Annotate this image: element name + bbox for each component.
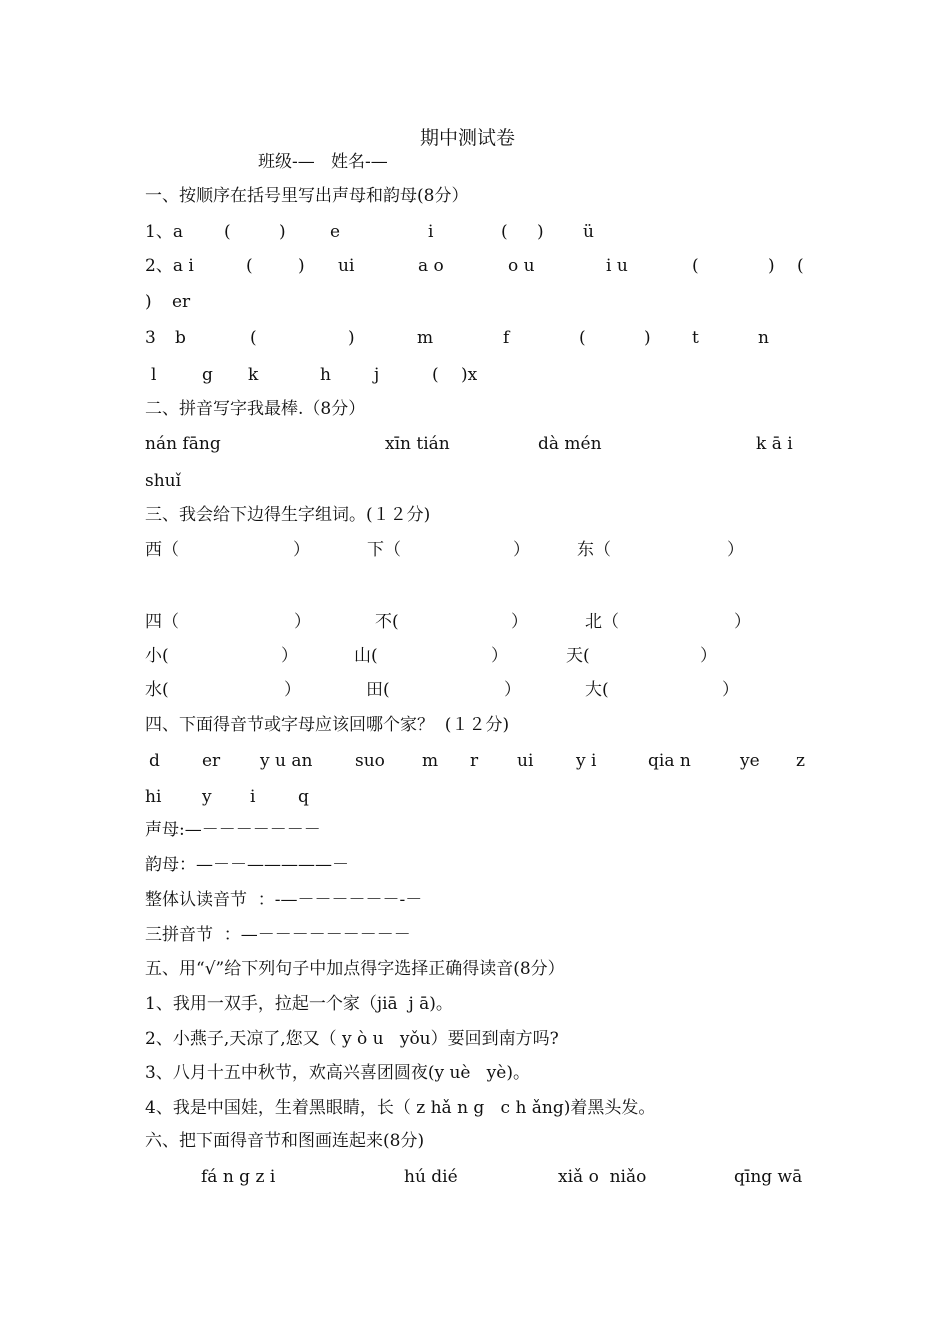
s4-r1-c: y u an [260, 751, 313, 771]
s3-r1-e: 东（ [577, 540, 611, 560]
section4-heading: 四、下面得音节或字母应该回哪个家？ (１２分) [145, 715, 510, 735]
s1-r2-d: ui [338, 256, 355, 276]
s3-r3-b: ） [281, 646, 298, 666]
s1-r3-e: m [417, 328, 434, 348]
s2-word-4: k ā i [756, 434, 793, 454]
s4-r1-f: r [470, 751, 479, 771]
s1-r2-e: a o [418, 256, 444, 276]
s1-r3-i: t [692, 328, 699, 348]
s1-r4-g: )x [461, 365, 478, 385]
s3-r3-e: 天( [566, 646, 590, 666]
s4-r1-i: qia n [648, 751, 691, 771]
s1-r1-c: ) [279, 222, 286, 242]
s2-word-2: xīn tián [385, 434, 450, 454]
section5-heading: 五、用“√”给下列句子中加点得字选择正确得读音(8分） [145, 959, 565, 979]
s1-r3-b: b [175, 328, 186, 348]
s3-r4-e: 大( [585, 680, 609, 700]
s1-r2-b: ( [246, 256, 253, 276]
page-title: 期中测试卷 [420, 127, 516, 149]
section6-heading: 六、把下面得音节和图画连起来(8分) [145, 1131, 425, 1151]
s1-r3-d: ) [348, 328, 355, 348]
s3-r1-f: ） [727, 540, 744, 560]
s1-r2b-a: ) [145, 292, 152, 312]
s4-r1-h: y i [576, 751, 597, 771]
s3-r4-d: ） [504, 680, 521, 700]
s4-r1-d: suo [355, 751, 385, 771]
s3-r2-b: ） [294, 612, 311, 632]
s1-r4-f: ( [432, 365, 439, 385]
s3-r1-d: ） [513, 540, 530, 560]
s4-r1-a: d [149, 751, 160, 771]
s1-r1-e: i [428, 222, 434, 242]
s1-r1-f: ( [501, 222, 508, 242]
s1-r1-b: ( [224, 222, 231, 242]
s3-r3-c: 山( [354, 646, 378, 666]
s6-word-2: hú dié [404, 1167, 458, 1187]
s1-r3-g: ( [579, 328, 586, 348]
s2-word-1: nán fāng [145, 434, 221, 454]
section1-heading: 一、按顺序在括号里写出声母和韵母(8分） [145, 186, 469, 206]
s1-r4-d: h [320, 365, 331, 385]
s3-r2-c: 不( [375, 612, 399, 632]
s1-r2-j: ( [797, 256, 804, 276]
s1-r3-j: n [758, 328, 769, 348]
s3-r1-a: 西（ [145, 540, 179, 560]
s6-word-4: qīng wā [734, 1167, 803, 1187]
s3-r2-e: 北（ [585, 612, 619, 632]
s4-r1-j: ye [740, 751, 760, 771]
section2-heading: 二、拼音写字我最棒.（8分） [145, 399, 366, 419]
s3-r4-f: ） [722, 680, 739, 700]
s3-r3-d: ） [491, 646, 508, 666]
s3-r2-d: ） [511, 612, 528, 632]
s4-r2-b: y [202, 787, 212, 807]
s3-r1-b: ） [293, 540, 310, 560]
s2-word-3: dà mén [538, 434, 602, 454]
s1-r2-a: 2、a i [145, 256, 194, 276]
s4-r1-k: z [796, 751, 805, 771]
sanpin-line: 三拼音节 ：—－－－－－－－－－ [145, 925, 411, 945]
s1-r3-h: ) [644, 328, 651, 348]
s1-r3-f: f [503, 328, 510, 348]
s1-r2-f: o u [508, 256, 535, 276]
s3-r1-c: 下（ [367, 540, 401, 560]
s1-r1-g: ) [537, 222, 544, 242]
s4-r2-a: hi [145, 787, 162, 807]
s5-item-4: 4、我是中国娃，生着黑眼睛，长（ z hǎ n g c h ǎng)着黑头发。 [145, 1098, 656, 1118]
s1-r2-c: ) [298, 256, 305, 276]
s1-r1-d: e [330, 222, 341, 242]
s6-word-1: fá n g z i [201, 1167, 276, 1187]
s1-r2-g: i u [606, 256, 628, 276]
zhengti-line: 整体认读音节 ：-—－－－－－－-－ [145, 890, 423, 910]
s4-r1-e: m [422, 751, 439, 771]
section3-heading: 三、我会给下边得生字组词。(１２分) [145, 505, 431, 525]
class-name-line: 班级-— 姓名-— [258, 152, 388, 172]
s3-r2-f: ） [734, 612, 751, 632]
s3-r3-f: ） [700, 646, 717, 666]
s1-r4-e: j [374, 365, 380, 385]
s3-r4-a: 水( [145, 680, 169, 700]
s1-r2b-b: er [172, 292, 191, 312]
s2-word-5: shuǐ [145, 471, 182, 491]
s4-r1-b: er [202, 751, 221, 771]
s5-item-2: 2、小燕子,天凉了,您又（ y ò u yǒu）要回到南方吗? [145, 1029, 559, 1049]
s4-r2-c: i [250, 787, 256, 807]
s1-r2-i: ) [768, 256, 775, 276]
s1-r1-h: ü [583, 222, 594, 242]
s4-r1-g: ui [517, 751, 534, 771]
s1-r4-b: g [202, 365, 213, 385]
s4-r2-d: q [298, 787, 309, 807]
s1-r3-c: ( [250, 328, 257, 348]
s1-r2-h: ( [692, 256, 699, 276]
s3-r2-a: 四（ [145, 612, 179, 632]
s3-r4-b: ） [284, 680, 301, 700]
s3-r4-c: 田( [366, 680, 390, 700]
s1-r1-a: 1、a [145, 222, 183, 242]
s5-item-1: 1、我用一双手，拉起一个家（jiā j ā)。 [145, 994, 453, 1014]
s1-r4-a: l [151, 365, 157, 385]
shengmu-line: 声母:—－－－－－－－ [145, 820, 321, 840]
s6-word-3: xiǎ o niǎo [558, 1167, 647, 1187]
s1-r4-c: k [248, 365, 259, 385]
s3-r3-a: 小( [145, 646, 169, 666]
yunmu-line: 韵母：—－－—————－ [145, 855, 349, 875]
s1-r3-a: 3 [145, 328, 156, 348]
s5-item-3: 3、八月十五中秋节，欢高兴喜团圆夜(y uè yè)。 [145, 1063, 530, 1083]
